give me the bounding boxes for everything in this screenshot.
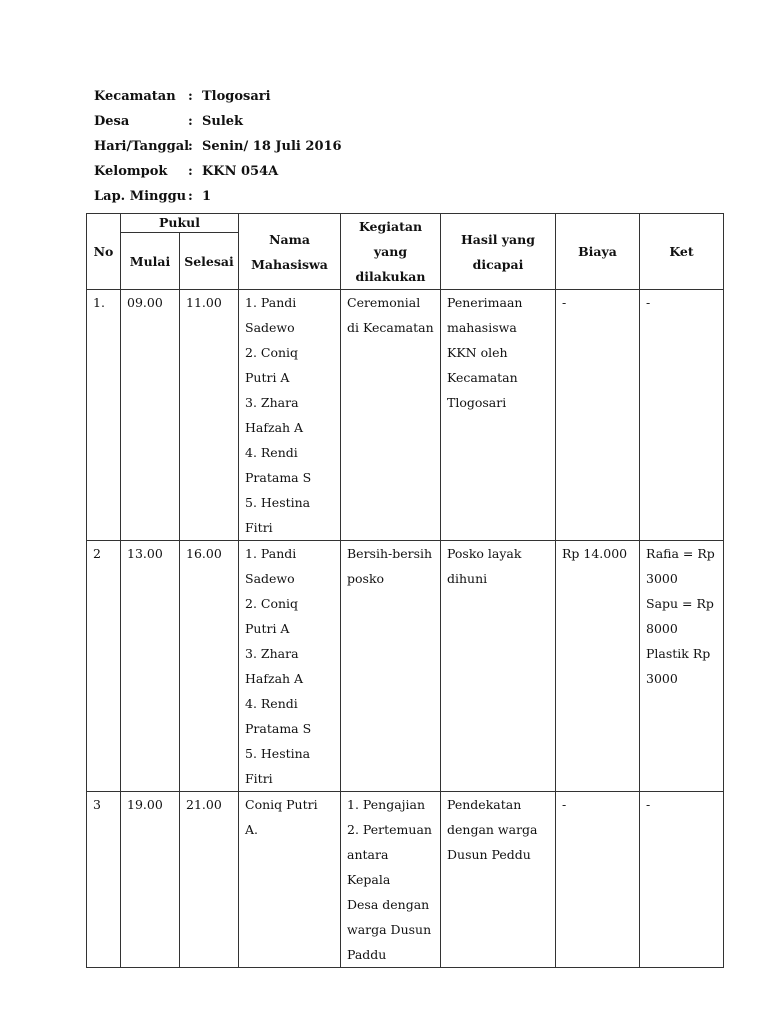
- cell-ket: [640, 541, 724, 792]
- cell-line: Putri A: [245, 370, 290, 385]
- cell-line: -: [646, 797, 651, 812]
- cell-line: Hafzah A: [245, 671, 304, 686]
- cell-no: 1.: [87, 290, 121, 541]
- header-biaya: Biaya: [556, 214, 640, 290]
- cell-line: Hafzah A: [245, 420, 304, 435]
- header-row-lap-minggu: [94, 184, 342, 209]
- field-colon: :: [188, 164, 193, 179]
- cell-selesai: 16.00: [180, 541, 239, 792]
- cell-line: Coniq Putri: [245, 797, 318, 812]
- cell-nama: [239, 290, 341, 541]
- cell-line: 1. Pengajian: [347, 797, 426, 812]
- cell-hasil: [441, 792, 556, 968]
- cell-line: 8000: [646, 621, 678, 636]
- header-row-desa: [94, 109, 342, 134]
- cell-line: 4. Rendi: [245, 696, 298, 711]
- table-row: [87, 290, 724, 541]
- cell-line: Fitri: [245, 771, 273, 786]
- table-row: [87, 541, 724, 792]
- cell-line: 1. Pandi: [245, 295, 297, 310]
- cell-line: Sapu = Rp: [646, 596, 714, 611]
- cell-line: di Kecamatan: [347, 320, 434, 335]
- activity-table: [86, 213, 724, 968]
- field-label: Hari/Tanggal: [94, 139, 190, 154]
- cell-line: Bersih-bersih: [347, 546, 433, 561]
- header-hasil: [441, 214, 556, 290]
- field-value: KKN 054A: [202, 164, 279, 179]
- header-kegiatan: [341, 214, 441, 290]
- cell-biaya: -: [556, 290, 640, 541]
- cell-line: Tlogosari: [447, 395, 507, 410]
- field-colon: :: [188, 139, 193, 154]
- cell-line: Sadewo: [245, 571, 295, 586]
- cell-line: Pendekatan: [447, 797, 522, 812]
- cell-ket: [640, 792, 724, 968]
- cell-line: Fitri: [245, 520, 273, 535]
- header-nama-line: Nama: [269, 231, 310, 247]
- cell-kegiatan: [341, 792, 441, 968]
- cell-ket: [640, 290, 724, 541]
- header-kegiatan-line: dilakukan: [355, 269, 426, 284]
- cell-line: warga Dusun: [347, 922, 432, 937]
- field-colon: :: [188, 114, 193, 129]
- header-row-kelompok: [94, 159, 342, 184]
- cell-line: Putri A: [245, 621, 290, 636]
- cell-nama: [239, 541, 341, 792]
- cell-line: 2. Pertemuan: [347, 822, 432, 837]
- cell-line: Sadewo: [245, 320, 295, 335]
- header-pukul: Pukul: [121, 214, 239, 233]
- cell-line: 4. Rendi: [245, 445, 298, 460]
- cell-line: mahasiswa: [447, 320, 517, 335]
- cell-hasil: [441, 290, 556, 541]
- cell-mulai: 13.00: [121, 541, 180, 792]
- field-value: Tlogosari: [202, 89, 271, 104]
- header-row-kecamatan: [94, 84, 342, 109]
- header-ket: Ket: [640, 214, 724, 290]
- cell-kegiatan: [341, 290, 441, 541]
- cell-line: Paddu: [347, 947, 387, 962]
- header-nama-line: Mahasiswa: [251, 256, 328, 272]
- cell-selesai: 11.00: [180, 290, 239, 541]
- cell-mulai: 19.00: [121, 792, 180, 968]
- cell-line: A.: [245, 822, 259, 837]
- cell-line: 5. Hestina: [245, 746, 311, 761]
- header-selesai: Selesai: [180, 233, 239, 290]
- cell-line: Rafia = Rp: [646, 546, 715, 561]
- cell-line: Posko layak: [447, 546, 522, 561]
- field-value: Senin/ 18 Juli 2016: [202, 139, 342, 154]
- header-no: No: [87, 214, 121, 290]
- cell-mulai: 09.00: [121, 290, 180, 541]
- cell-line: 3000: [646, 571, 678, 586]
- field-value: 1: [202, 189, 212, 204]
- cell-line: Plastik Rp: [646, 646, 711, 661]
- cell-line: KKN oleh: [447, 345, 508, 360]
- cell-hasil: [441, 541, 556, 792]
- cell-line: posko: [347, 571, 385, 586]
- cell-line: antara Kepala: [347, 847, 391, 887]
- cell-line: 5. Hestina: [245, 495, 311, 510]
- cell-line: 1. Pandi: [245, 546, 297, 561]
- cell-line: 3000: [646, 671, 678, 686]
- cell-line: dihuni: [447, 571, 488, 586]
- field-label: Kelompok: [94, 164, 168, 179]
- header-row-hari-tanggal: [94, 134, 342, 159]
- report-header: [94, 84, 342, 209]
- cell-biaya: Rp 14.000: [556, 541, 640, 792]
- cell-line: Desa dengan: [347, 897, 430, 912]
- cell-line: Kecamatan: [447, 370, 518, 385]
- cell-line: 3. Zhara: [245, 395, 299, 410]
- cell-biaya: -: [556, 792, 640, 968]
- header-hasil-line: dicapai: [472, 256, 524, 272]
- cell-no: 3: [87, 792, 121, 968]
- header-hasil-line: Hasil yang: [461, 231, 535, 247]
- cell-line: Penerimaan: [447, 295, 523, 310]
- header-mulai: Mulai: [121, 233, 180, 290]
- cell-line: -: [646, 295, 651, 310]
- cell-line: dengan warga: [447, 822, 538, 837]
- cell-line: 2. Coniq: [245, 596, 299, 611]
- cell-no: 2: [87, 541, 121, 792]
- cell-kegiatan: [341, 541, 441, 792]
- field-label: Lap. Minggu: [94, 189, 187, 204]
- cell-selesai: 21.00: [180, 792, 239, 968]
- field-colon: :: [188, 89, 193, 104]
- cell-line: Pratama S: [245, 470, 312, 485]
- cell-nama: [239, 792, 341, 968]
- field-label: Desa: [94, 114, 130, 129]
- cell-line: 3. Zhara: [245, 646, 299, 661]
- field-label: Kecamatan: [94, 89, 176, 104]
- table-row: [87, 792, 724, 968]
- cell-line: 2. Coniq: [245, 345, 299, 360]
- field-value: Sulek: [202, 114, 244, 129]
- cell-line: Ceremonial: [347, 295, 421, 310]
- cell-line: Dusun Peddu: [447, 847, 531, 862]
- cell-line: Pratama S: [245, 721, 312, 736]
- header-nama: [239, 214, 341, 290]
- header-kegiatan-line: yang: [373, 244, 408, 259]
- field-colon: :: [188, 189, 193, 204]
- header-kegiatan-line: Kegiatan: [358, 219, 423, 234]
